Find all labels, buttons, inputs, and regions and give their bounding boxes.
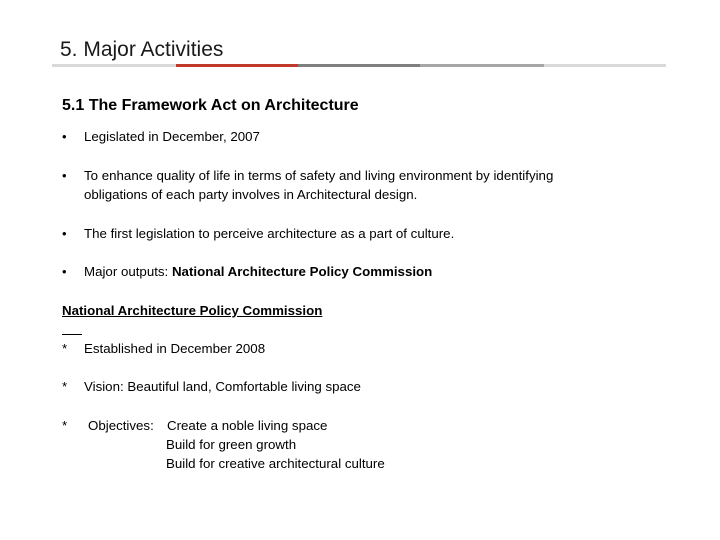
major-outputs-label: Major outputs: — [84, 264, 172, 279]
star-marker: * — [62, 418, 68, 433]
slide-title: 5. Major Activities — [60, 38, 224, 61]
commission-item: Vision: Beautiful land, Comfortable living space — [84, 379, 361, 394]
bullet-marker: • — [62, 168, 67, 183]
section-heading: 5.1 The Framework Act on Architecture — [62, 97, 359, 114]
bullet-text: Legislated in December, 2007 — [84, 129, 260, 144]
star-marker: * — [62, 341, 68, 356]
short-divider — [62, 334, 82, 335]
bullet-marker: • — [62, 129, 67, 144]
objective-item: Build for creative architectural culture — [166, 456, 385, 471]
underline-segment — [544, 64, 666, 67]
objective-item: Build for green growth — [166, 437, 297, 452]
commission-title: National Architecture Policy Commission — [62, 303, 323, 318]
commission-item: Established in December 2008 — [84, 341, 266, 356]
underline-segment — [52, 64, 176, 67]
bullet-marker: • — [62, 264, 67, 279]
underline-segment — [298, 64, 420, 67]
underline-segment — [420, 64, 544, 67]
objectives-label: Objectives: — [88, 418, 154, 433]
bullet-marker: • — [62, 226, 67, 241]
major-outputs-value: National Architecture Policy Commission — [171, 264, 433, 279]
bullet-text: To enhance quality of life in terms of safety and living environment by identifying — [84, 168, 554, 183]
underline-segment-accent — [176, 64, 298, 67]
star-marker: * — [62, 379, 68, 394]
bullet-text — [84, 262, 432, 281]
bullet-text: The first legislation to perceive architecture as a part of culture. — [84, 226, 455, 241]
objective-item: Create a noble living space — [167, 418, 328, 433]
bullet-text-continued: obligations of each party involves in Architectural design. — [84, 187, 418, 202]
